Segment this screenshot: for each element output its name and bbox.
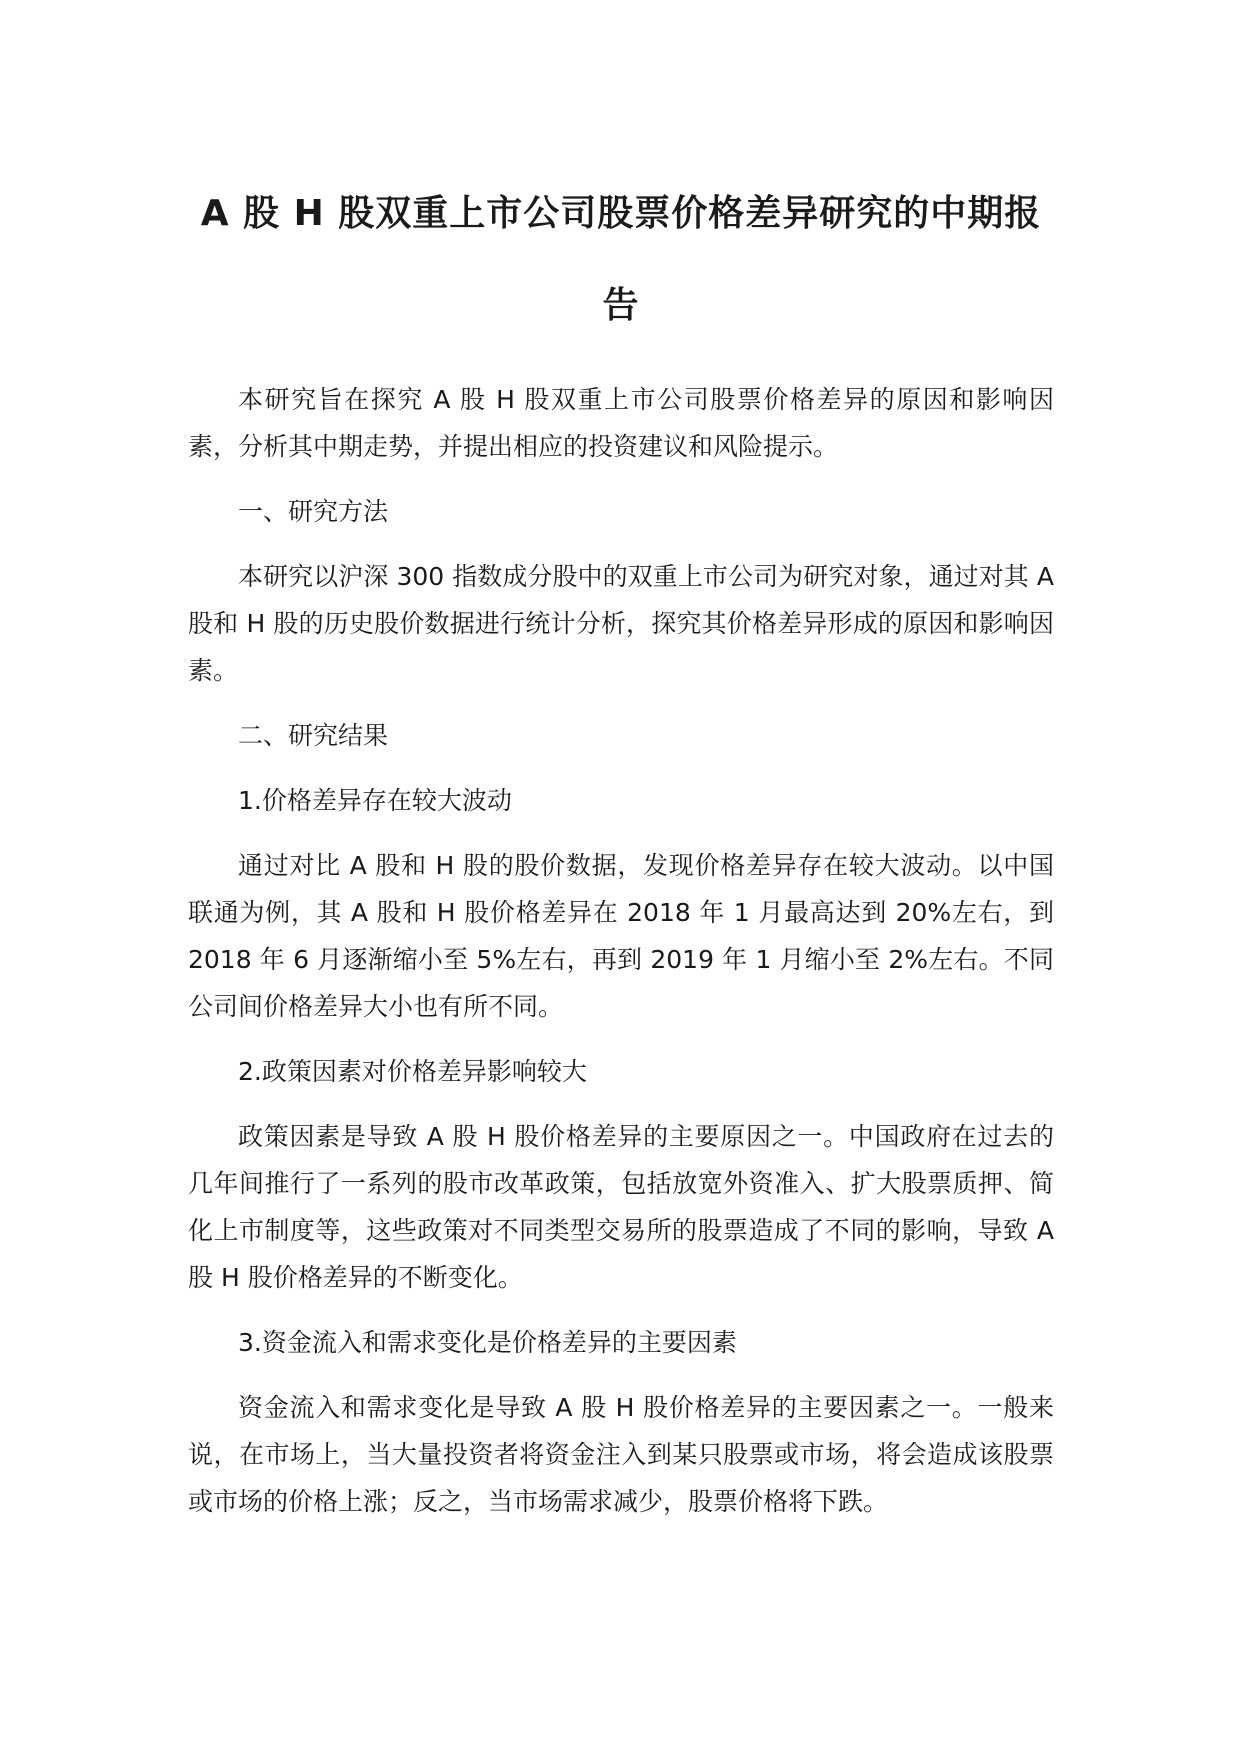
methods-paragraph: 本研究以沪深 300 指数成分股中的双重上市公司为研究对象，通过对其 A 股和 H 股的历史股价数据进行统计分析，探究其价格差异形成的原因和影响因素。: [188, 562, 1054, 685]
capital-flow-paragraph: 资金流入和需求变化是导致 A 股 H 股价格差异的主要因素之一。一般来说，在市场上，当大量投资者将资金注入到某只股票或市场，将会造成该股票或市场的价格上涨；反之，当市场需求减少，股票价格将下跌。: [188, 1393, 1054, 1516]
intro-paragraph: 本研究旨在探究 A 股 H 股双重上市公司股票价格差异的原因和影响因素，分析其中期走势，并提出相应的投资建议和风险提示。: [188, 385, 1054, 461]
subheading-volatility: 1.价格差异存在较大波动: [238, 786, 512, 815]
document-title: A 股 H 股双重上市公司股票价格差异研究的中期报告: [200, 193, 1042, 326]
policy-paragraph: 政策因素是导致 A 股 H 股价格差异的主要原因之一。中国政府在过去的几年间推行了一系列的股市改革政策，包括放宽外资准入、扩大股票质押、简化上市制度等，这些政策对不同类型交易所的股票造成了不同的影响，导致 A 股 H 股价格差异的不断变化。: [188, 1122, 1054, 1292]
subheading-policy: 2.政策因素对价格差异影响较大: [238, 1057, 587, 1086]
subheading-capital-flow: 3.资金流入和需求变化是价格差异的主要因素: [238, 1328, 737, 1357]
section-heading-methods: 一、研究方法: [238, 497, 389, 526]
section-heading-results: 二、研究结果: [238, 721, 389, 750]
document-body: [188, 376, 1054, 1543]
volatility-paragraph: 通过对比 A 股和 H 股的股价数据，发现价格差异存在较大波动。以中国联通为例，其 A 股和 H 股价格差异在 2018 年 1 月最高达到 20%左右，到 2018 年 6 月逐渐缩小至 5%左右，再到 2019 年 1 月缩小至 2%左右。不同公司间价格差异大小也有所不同。: [188, 851, 1054, 1021]
